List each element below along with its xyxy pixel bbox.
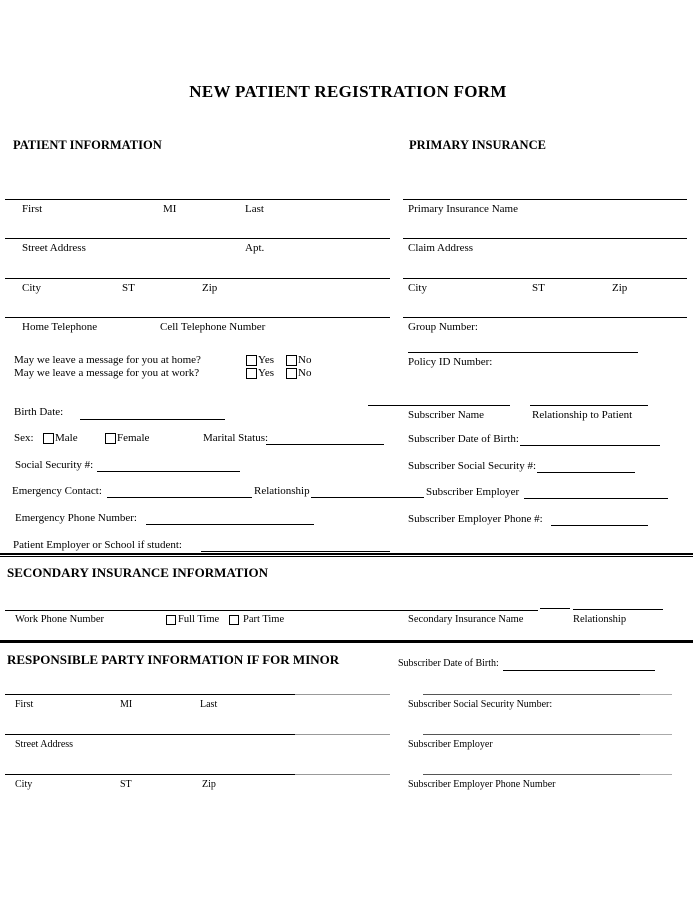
label-resp-last: Last (200, 699, 218, 710)
fill-line-policy (408, 352, 638, 353)
label-zip: Zip (202, 282, 218, 294)
checkbox-message-home-no[interactable] (286, 355, 297, 366)
field-line (403, 199, 687, 200)
field-line (5, 317, 390, 318)
label-no: No (298, 367, 312, 379)
label-sex: Sex: (14, 432, 34, 444)
label-ssn: Social Security #: (15, 459, 94, 471)
field-line (5, 694, 295, 695)
label-resp-subscriber-employer-phone: Subscriber Employer Phone Number (408, 779, 556, 790)
page-title: NEW PATIENT REGISTRATION FORM (189, 82, 507, 101)
label-female: Female (117, 432, 150, 444)
field-line (423, 774, 640, 775)
label-yes: Yes (258, 367, 275, 379)
label-no: No (298, 354, 312, 366)
label-relationship: Relationship (254, 485, 310, 497)
label-apt: Apt. (245, 242, 265, 254)
field-line (423, 734, 640, 735)
label-mi: MI (163, 203, 177, 215)
label-subscriber-employer: Subscriber Employer (426, 486, 520, 498)
responsible-party-heading: RESPONSIBLE PARTY INFORMATION IF FOR MINOR (7, 652, 340, 667)
field-line (403, 317, 687, 318)
label-part-time: Part Time (243, 614, 285, 625)
label-ins-st: ST (532, 282, 545, 294)
fill-line-employer-school (201, 551, 390, 552)
label-emergency-phone: Emergency Phone Number: (15, 512, 137, 524)
label-subscriber-name: Subscriber Name (408, 409, 485, 421)
label-subscriber-employer-phone: Subscriber Employer Phone #: (408, 513, 543, 525)
checkbox-message-work-no[interactable] (286, 368, 297, 379)
field-line (423, 694, 640, 695)
fill-line-ssn (97, 471, 240, 472)
label-resp-zip: Zip (202, 779, 216, 790)
fill-line-resp-subscriber-dob (503, 670, 655, 671)
label-claim-address: Claim Address (408, 242, 474, 254)
checkbox-message-home-yes[interactable] (246, 355, 257, 366)
label-secondary-insurance-name: Secondary Insurance Name (408, 614, 524, 625)
field-line (5, 278, 390, 279)
fill-line-subscriber-employer (524, 498, 668, 499)
primary-insurance-heading: PRIMARY INSURANCE (409, 138, 546, 152)
label-message-work: May we leave a message for you at work? (14, 367, 200, 379)
field-line (640, 694, 672, 695)
fill-line-subscriber-dob (520, 445, 660, 446)
label-resp-city: City (15, 779, 33, 790)
field-line (5, 774, 295, 775)
fill-line-relationship (311, 497, 424, 498)
fill-line-emergency-contact (107, 497, 252, 498)
label-relationship-to-patient: Relationship to Patient (532, 409, 633, 421)
label-full-time: Full Time (178, 614, 220, 625)
fill-line-subscriber-name (368, 405, 510, 406)
fill-line-subscriber-ssn (537, 472, 635, 473)
label-resp-st: ST (120, 779, 132, 790)
label-marital-status: Marital Status: (203, 432, 269, 444)
fill-line-emergency-phone (146, 524, 314, 525)
fill-line-relationship-to-patient (530, 405, 648, 406)
checkbox-sex-male[interactable] (43, 433, 54, 444)
section-separator (0, 640, 693, 643)
field-line (403, 278, 687, 279)
label-policy-id: Policy ID Number: (408, 356, 493, 368)
label-ins-city: City (408, 282, 427, 294)
field-line (5, 199, 390, 200)
field-line (540, 608, 570, 609)
checkbox-full-time[interactable] (166, 615, 176, 625)
label-subscriber-ssn: Subscriber Social Security #: (408, 460, 537, 472)
section-separator (0, 553, 693, 557)
field-line (5, 238, 390, 239)
label-street-address: Street Address (22, 242, 86, 254)
label-cell-telephone: Cell Telephone Number (160, 321, 266, 333)
field-line (5, 610, 538, 611)
checkbox-message-work-yes[interactable] (246, 368, 257, 379)
label-resp-first: First (15, 699, 34, 710)
fill-line-marital-status (266, 444, 384, 445)
label-resp-subscriber-ssn: Subscriber Social Security Number: (408, 699, 553, 710)
fill-line-birth-date (80, 419, 225, 420)
field-line (295, 694, 390, 695)
label-subscriber-dob: Subscriber Date of Birth: (408, 433, 519, 445)
label-group-number: Group Number: (408, 321, 478, 333)
field-line (5, 734, 295, 735)
label-birth-date: Birth Date: (14, 406, 64, 418)
field-line (573, 609, 663, 610)
label-home-telephone: Home Telephone (22, 321, 98, 333)
label-primary-insurance-name: Primary Insurance Name (408, 203, 518, 215)
checkbox-sex-female[interactable] (105, 433, 116, 444)
label-st: ST (122, 282, 135, 294)
label-secondary-relationship: Relationship (573, 614, 627, 625)
field-line (295, 774, 390, 775)
patient-info-heading: PATIENT INFORMATION (13, 138, 162, 152)
fill-line-subscriber-employer-phone (551, 525, 648, 526)
field-line (403, 238, 687, 239)
field-line (295, 734, 390, 735)
label-city: City (22, 282, 41, 294)
label-resp-subscriber-employer: Subscriber Employer (408, 739, 493, 750)
label-work-phone: Work Phone Number (15, 614, 104, 625)
label-ins-zip: Zip (612, 282, 628, 294)
label-resp-street: Street Address (15, 739, 74, 750)
label-emergency-contact: Emergency Contact: (12, 485, 102, 497)
label-last: Last (245, 203, 264, 215)
label-message-home: May we leave a message for you at home? (14, 354, 201, 366)
label-first: First (22, 203, 43, 215)
label-resp-mi: MI (120, 699, 133, 710)
field-line (640, 734, 672, 735)
checkbox-part-time[interactable] (229, 615, 239, 625)
label-yes: Yes (258, 354, 275, 366)
label-male: Male (55, 432, 78, 444)
secondary-insurance-heading: SECONDARY INSURANCE INFORMATION (7, 565, 269, 580)
label-resp-subscriber-dob: Subscriber Date of Birth: (398, 658, 499, 669)
label-employer-school: Patient Employer or School if student: (13, 539, 182, 551)
field-line (640, 774, 672, 775)
